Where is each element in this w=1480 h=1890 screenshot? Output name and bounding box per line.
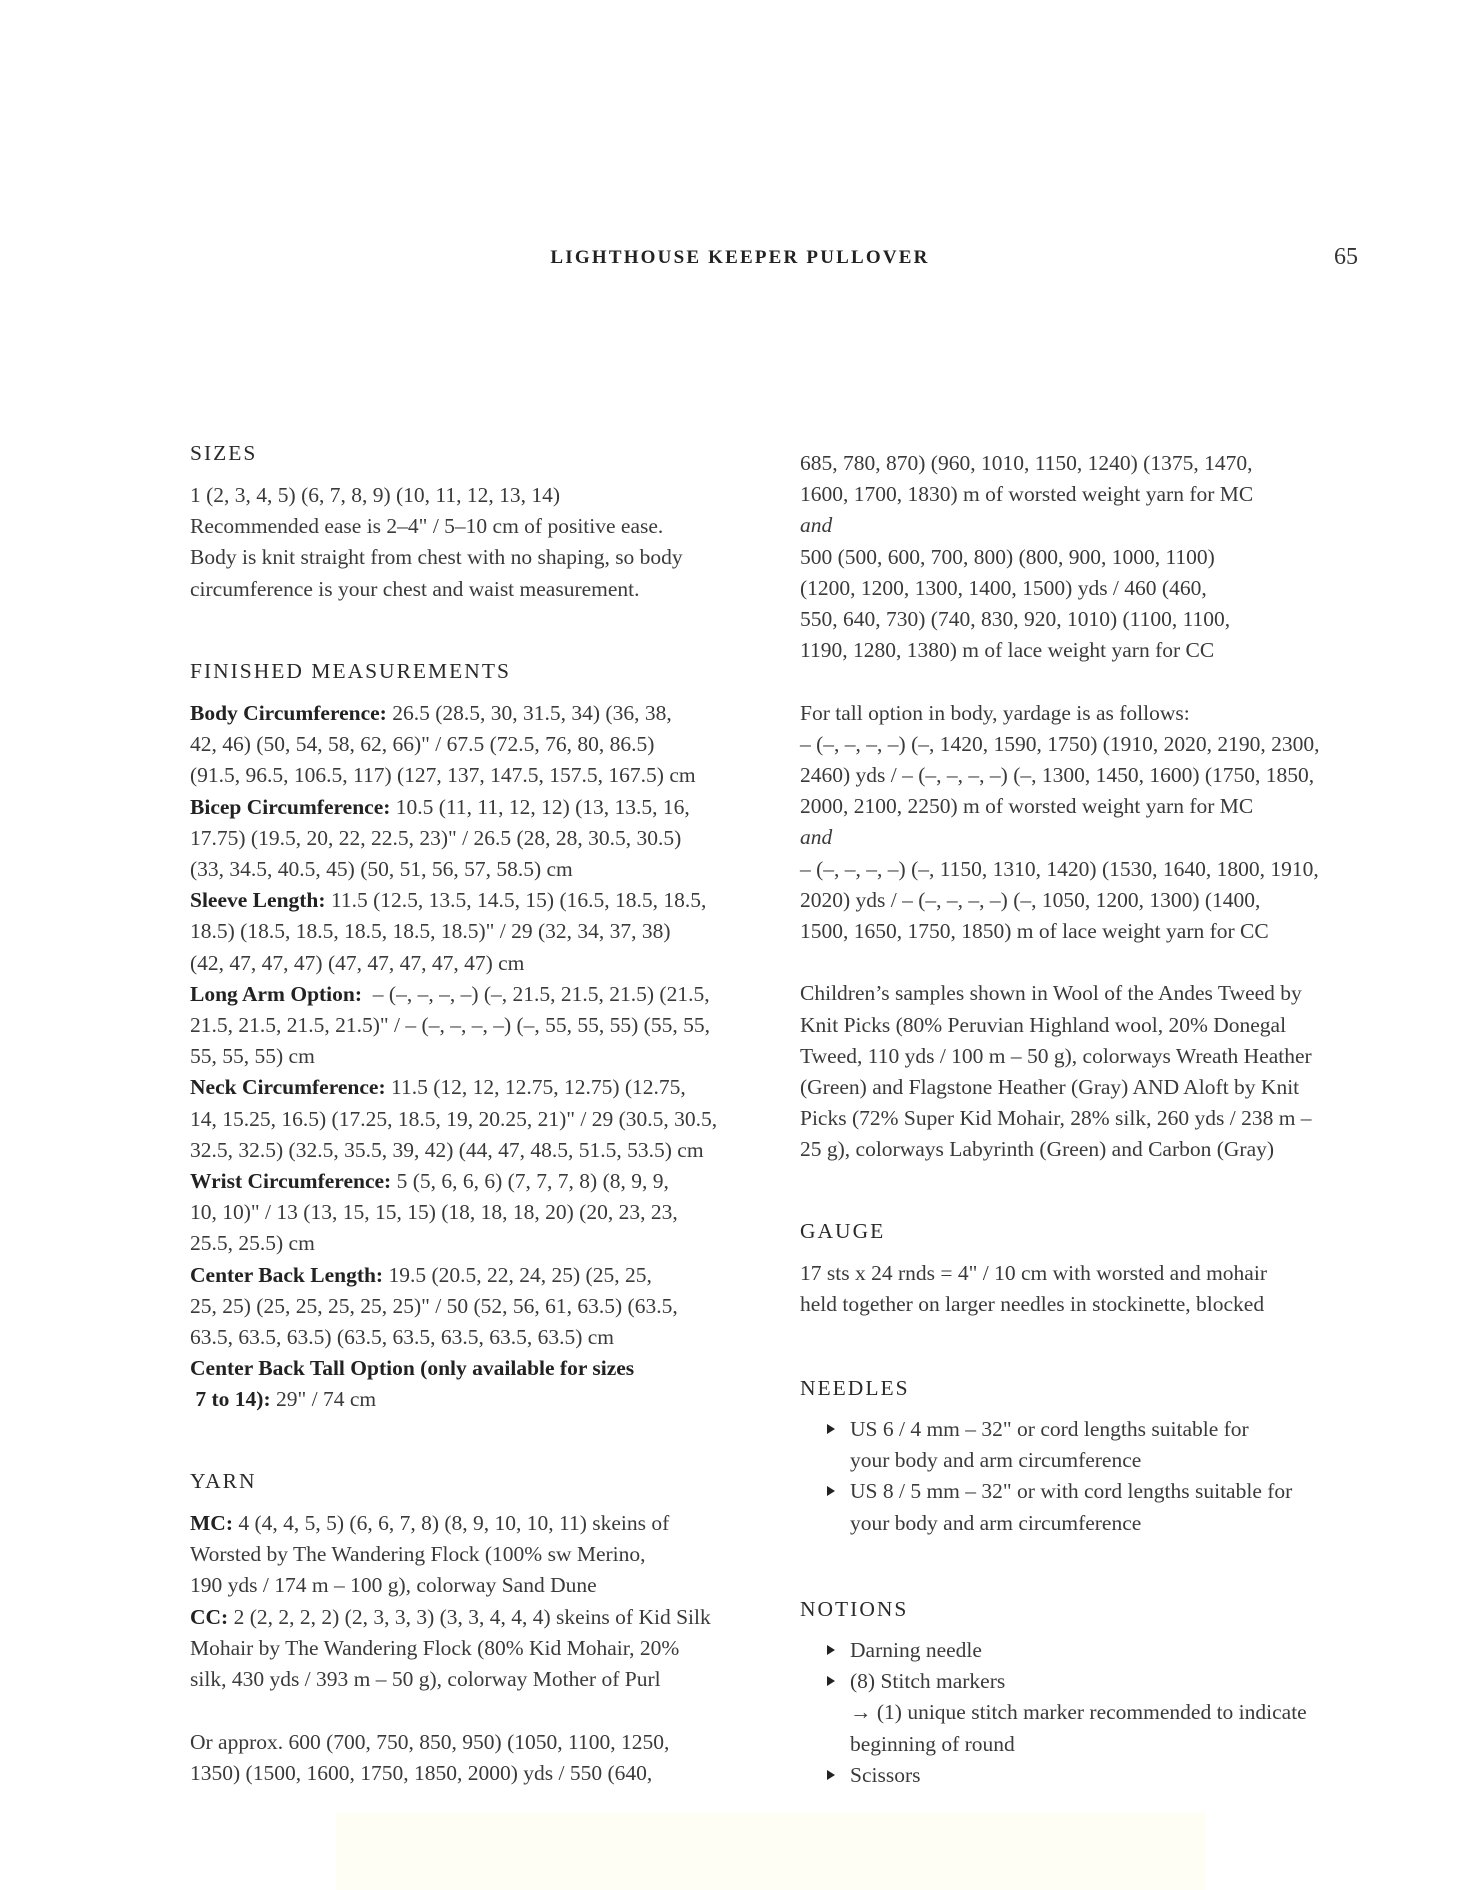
needle-item xyxy=(800,1476,1400,1538)
yarn-value: 2 (2, 2, 2, 2) (2, 3, 3, 3) (3, 3, 4, 4, 4) skeins of Kid Silk Mohair by The Wandering Flock (80% Kid Mohair, 20% silk, 430 yds / 393 m – 50 g), colorway Mother of Purl xyxy=(190,1604,711,1692)
yarn-list xyxy=(190,1508,770,1695)
measurement-label: Wrist Circumference: xyxy=(190,1169,392,1194)
measurement-label: Center Back Tall Option (only available for sizes 7 to 14): xyxy=(190,1356,635,1412)
bullet-triangle-icon xyxy=(827,1770,835,1780)
needle-item-text: US 6 / 4 mm – 32" or cord lengths suitable for your body and arm circumference xyxy=(850,1417,1249,1473)
notion-item-text: Scissors xyxy=(850,1762,921,1787)
measurement-body-circumference xyxy=(190,698,770,792)
measurement-value: 11.5 (12.5, 13.5, 14.5, 15) (16.5, 18.5, 18.5, 18.5) (18.5, 18.5, 18.5, 18.5, 18.5)" / 29 (32, 34, 37, 38) (42, 47, 47, 47) (47, 47, 47, 47, 47) cm xyxy=(190,888,707,975)
measurement-value: 10.5 (11, 11, 12, 12) (13, 13.5, 16, 17.75) (19.5, 20, 22, 22.5, 23)" / 26.5 (28, 28, 30.5, 30.5) (33, 34.5, 40.5, 45) (50, 51, 56, 57, 58.5) cm xyxy=(190,794,690,882)
needle-item-text: US 8 / 5 mm – 32" or with cord lengths suitable for your body and arm circumference xyxy=(850,1479,1293,1535)
running-head-title: LIGHTHOUSE KEEPER PULLOVER xyxy=(550,247,930,268)
gauge-text: 17 sts x 24 rnds = 4" / 10 cm with worsted and mohair held together on larger needles in stockinette, blocked xyxy=(800,1261,1267,1317)
and-connector: and xyxy=(800,513,833,538)
measurement-long-arm-option xyxy=(190,979,770,1073)
notion-item-text: (8) Stitch markers xyxy=(850,1669,1006,1694)
measurement-label: Long Arm Option: xyxy=(190,981,363,1006)
yarn-label: CC: xyxy=(190,1604,229,1629)
measurement-neck-circumference xyxy=(190,1072,770,1166)
yarn-approx-text: Or approx. 600 (700, 750, 850, 950) (1050, 1100, 1250, 1350) (1500, 1600, 1750, 1850, 2000) yds / 550 (640, xyxy=(190,1730,670,1786)
bullet-triangle-icon xyxy=(827,1424,835,1434)
measurement-center-back-tall xyxy=(190,1353,770,1415)
measurement-value: 19.5 (20.5, 22, 24, 25) (25, 25, 25, 25) (25, 25, 25, 25, 25)" / 50 (52, 56, 61, 63.5) (63.5, 63.5, 63.5, 63.5) (63.5, 63.5, 63.5, 63.5, 63.5) cm xyxy=(190,1262,678,1350)
and-connector: and xyxy=(800,825,833,850)
yarn-label: MC: xyxy=(190,1511,233,1535)
measurement-sleeve-length xyxy=(190,885,770,979)
measurement-wrist-circumference xyxy=(190,1166,770,1260)
finished-measurements-list xyxy=(190,698,770,1416)
bullet-triangle-icon xyxy=(827,1676,835,1686)
notions-heading: NOTIONS xyxy=(800,1597,909,1621)
sizes-text: 1 (2, 3, 4, 5) (6, 7, 8, 9) (10, 11, 12, 13, 14) Recommended ease is 2–4" / 5–10 cm of positive ease. Body is knit straight from chest with no shaping, so body circumference is your chest and waist measurement. xyxy=(190,483,683,601)
measurement-label: Bicep Circumference: xyxy=(190,794,391,819)
tall-option-mc: – (–, –, –, –) (–, 1420, 1590, 1750) (1910, 2020, 2190, 2300, 2460) yds / – (–, –, –, –) (–, 1300, 1450, 1600) (1750, 1850, 2000, 2100, 2250) m of worsted weight yarn for MC xyxy=(800,731,1320,819)
measurement-value: 26.5 (28.5, 30, 31.5, 34) (36, 38, 42, 46) (50, 54, 58, 62, 66)" / 67.5 (72.5, 76, 80, 86.5) (91.5, 96.5, 106.5, 117) (127, 137, 147.5, 157.5, 167.5) cm xyxy=(190,701,696,788)
bullet-triangle-icon xyxy=(827,1645,835,1655)
gauge-heading: GAUGE xyxy=(800,1219,886,1243)
notion-item xyxy=(800,1635,1420,1666)
bottom-tint-band xyxy=(336,1812,1206,1890)
tall-option-intro: For tall option in body, yardage is as follows: xyxy=(800,700,1190,725)
yarn-mc xyxy=(190,1508,770,1602)
yarn-value: 4 (4, 4, 5, 5) (6, 6, 7, 8) (8, 9, 10, 10, 11) skeins of Worsted by The Wandering Flock (100% sw Merino, 190 yds / 174 m – 100 g), colorway Sand Dune xyxy=(190,1511,670,1598)
measurement-value: 29" / 74 cm xyxy=(270,1387,377,1412)
yarn-approx-mc-meters: 685, 780, 870) (960, 1010, 1150, 1240) (1375, 1470, 1600, 1700, 1830) m of worsted weight yarn for MC xyxy=(800,451,1254,507)
measurement-label: Center Back Length: xyxy=(190,1262,384,1287)
page-number: 65 xyxy=(1334,244,1358,270)
finished-measurements-heading: FINISHED MEASUREMENTS xyxy=(190,659,511,683)
sizes-heading: SIZES xyxy=(190,441,258,465)
children-samples-text: Children’s samples shown in Wool of the Andes Tweed by Knit Picks (80% Peruvian Highland wool, 20% Donegal Tweed, 110 yds / 100 m – 50 g), colorways Wreath Heather (Green) and Flagstone Heather (Gray) AND Aloft by Knit Picks (72% Super Kid Mohair, 28% silk, 260 yds / 238 m – 25 g), colorways Labyrinth (Green) and Carbon (Gray) xyxy=(800,981,1312,1162)
notions-list xyxy=(800,1635,1420,1791)
notion-item xyxy=(800,1666,1420,1697)
stitch-marker-note: → (1) unique stitch marker recommended to indicate beginning of round xyxy=(850,1700,1307,1756)
measurement-value: 11.5 (12, 12, 12.75, 12.75) (12.75, 14, 15.25, 16.5) (17.25, 18.5, 19, 20.25, 21)" / 29 (30.5, 30.5, 32.5, 32.5) (32.5, 35.5, 39, 42) (44, 47, 48.5, 51.5, 53.5) cm xyxy=(190,1075,718,1162)
measurement-label: Body Circumference: xyxy=(190,701,387,725)
yarn-cc xyxy=(190,1602,770,1696)
measurement-bicep-circumference xyxy=(190,792,770,886)
yarn-approx-continued xyxy=(800,448,1400,1166)
notion-item-text: Darning needle xyxy=(850,1638,982,1662)
measurement-value: 5 (5, 6, 6, 6) (7, 7, 7, 8) (8, 9, 9, 10, 10)" / 13 (13, 15, 15, 15) (18, 18, 18, 20) (20, 23, 23, 25.5, 25.5) cm xyxy=(190,1169,678,1256)
measurement-label: Neck Circumference: xyxy=(190,1075,386,1100)
measurement-label: Sleeve Length: xyxy=(190,888,326,913)
measurement-center-back-length xyxy=(190,1260,770,1354)
tall-option-cc: – (–, –, –, –) (–, 1150, 1310, 1420) (1530, 1640, 1800, 1910, 2020) yds / – (–, –, –, –) (–, 1050, 1200, 1300) (1400, 1500, 1650, 1750, 1850) m of lace weight yarn for CC xyxy=(800,856,1319,944)
yarn-approx-cc: 500 (500, 600, 700, 800) (800, 900, 1000, 1100) (1200, 1200, 1300, 1400, 1500) yds / 460 (460, 550, 640, 730) (740, 830, 920, 1010) (1100, 1100, 1190, 1280, 1380) m of lace weight yarn for CC xyxy=(800,544,1231,663)
measurement-value: – (–, –, –, –) (–, 21.5, 21.5, 21.5) (21.5, 21.5, 21.5, 21.5, 21.5)" / – (–, –, –, –) (–, 55, 55, 55) (55, 55, 55, 55, 55) cm xyxy=(190,981,710,1069)
needles-heading: NEEDLES xyxy=(800,1376,910,1400)
bullet-triangle-icon xyxy=(827,1486,835,1496)
needles-list xyxy=(800,1414,1400,1539)
yarn-heading: YARN xyxy=(190,1469,257,1493)
needle-item xyxy=(800,1414,1400,1476)
notion-item xyxy=(800,1760,1420,1791)
